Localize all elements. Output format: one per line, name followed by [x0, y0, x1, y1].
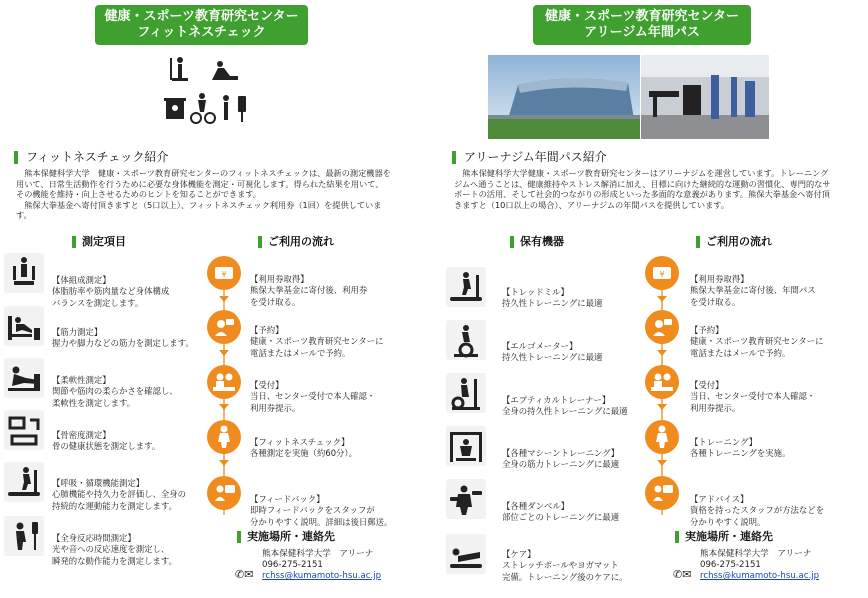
flow-head: 【トレーニング】	[690, 436, 758, 447]
flow-arrow	[219, 460, 229, 466]
flow-body: 熊保大拳基金に寄付後、年間パス を受け取る。	[690, 285, 816, 307]
flow-head: 【アドバイス】	[690, 493, 749, 504]
flow-body: 当日、センター受付で本人確認・ 利用券提示。	[250, 391, 376, 413]
fitness-check-icon	[207, 420, 241, 454]
elliptical-icon	[446, 373, 486, 413]
left-item-4	[52, 418, 222, 453]
reservation-icon	[207, 310, 241, 344]
right-intro-title: アリーナジム年間パス紹介	[452, 151, 607, 164]
item-body: 全身の筋力トレーニングに最適	[502, 459, 620, 469]
item-head: 【各種マシーントレーニング】	[502, 447, 620, 458]
phone-mail-icon: ✆✉	[673, 568, 692, 581]
right-item-2	[502, 329, 662, 364]
left-flow-1	[250, 262, 410, 308]
item-head: 【ケア】	[502, 548, 536, 559]
svg-text:¥: ¥	[221, 270, 227, 279]
item-head: 【筋力測定】	[52, 326, 103, 337]
leg-press-icon	[4, 306, 44, 346]
contact-phone: 096-275-2151	[262, 560, 323, 570]
flow-arrow	[219, 350, 229, 356]
advice-icon	[645, 476, 679, 510]
left-contact-title: 実施場所・連絡先	[237, 531, 335, 543]
item-body: 持久性トレーニングに最適	[502, 298, 603, 308]
left-flow-2	[250, 313, 415, 359]
item-body: 全身の持久性トレーニングに最適	[502, 406, 628, 416]
flow-arrow	[657, 350, 667, 356]
flow-head: 【利用券取得】	[250, 273, 309, 284]
item-body: 光や音への反応速度を測定し、 瞬発的な動作能力を測定します。	[52, 544, 177, 566]
right-item-5	[502, 489, 662, 524]
flow-head: 【予約】	[690, 324, 724, 335]
reception-icon	[207, 365, 241, 399]
sit-and-reach-icon	[4, 358, 44, 398]
left-intro-title: フィットネスチェック紹介	[14, 151, 168, 164]
bone-density-icon	[4, 410, 44, 450]
left-contact	[262, 549, 381, 582]
left-item-5	[52, 466, 227, 512]
left-intro-text: 熊本保健科学大学 健康・スポーツ教育研究センターのフィットネスチェックは、最新の測定機器を用いて、日常生活動作を行うために必要な身体機能を測定・可視化します。得られた結果を用いて、その機能を維持・向上させるためのヒントを知ることができます。 熊保大拳基金へ寄付頂きますと（5口以上）、フィットネスチェック利用券（1回）を提供しています。	[16, 168, 391, 221]
right-items-title: 保有機器	[510, 236, 564, 248]
reservation-icon	[645, 310, 679, 344]
flow-arrow	[219, 404, 229, 410]
left-items-title: 測定項目	[72, 236, 126, 248]
flow-arrow	[219, 296, 229, 302]
arena-building-photo	[488, 55, 640, 139]
flow-head: 【フィットネスチェック】	[250, 436, 350, 447]
left-flow-4	[250, 425, 415, 460]
right-item-3	[502, 383, 662, 418]
right-flow-title: ご利用の流れ	[696, 236, 772, 248]
right-contact	[700, 549, 819, 582]
fitness-check-illustration	[160, 52, 250, 134]
flow-body: 即時フィードバックをスタッフが 分かりやすく説明。詳細は後日郵送。	[250, 505, 393, 527]
flow-body: 健康・スポーツ教育研究センターに 電話またはメールで予約。	[250, 336, 384, 358]
treadmill-icon	[4, 462, 44, 502]
flow-head: 【受付】	[690, 379, 724, 390]
right-flow-1	[690, 262, 855, 308]
item-body: 心肺機能や持久力を評価し、全身の 持続的な運動能力を測定します。	[52, 489, 186, 511]
reception-icon	[645, 365, 679, 399]
ticket-icon	[645, 256, 679, 290]
right-flow-5	[690, 482, 860, 528]
right-banner	[533, 5, 751, 45]
right-item-6	[502, 537, 662, 583]
left-flow-3	[250, 368, 415, 414]
stretch-icon	[446, 534, 486, 574]
contact-email-link[interactable]: rchss@kumamoto-hsu.ac.jp	[262, 571, 382, 581]
item-head: 【呼吸・循環機能測定】	[52, 477, 145, 488]
left-item-3	[52, 363, 222, 409]
left-flow-5	[250, 482, 420, 528]
flow-head: 【利用券取得】	[690, 273, 749, 284]
flow-body: 各種測定を実施（約60分）。	[250, 448, 357, 458]
item-body: 部位ごとのトレーニングに最適	[502, 512, 620, 522]
right-flow-3	[690, 368, 855, 414]
item-head: 【トレッドミル】	[502, 286, 569, 297]
right-item-4	[502, 436, 662, 471]
standing-scale-icon	[4, 253, 44, 293]
svg-text:¥: ¥	[659, 270, 665, 279]
dumbbell-icon	[446, 479, 486, 519]
flow-body: 熊保大拳基金に寄付後、利用券 を受け取る。	[250, 285, 368, 307]
feedback-icon	[207, 476, 241, 510]
left-banner	[95, 5, 308, 45]
item-head: 【体組成測定】	[52, 274, 111, 285]
item-body: 関節や筋肉の柔らかさを確認し、 柔軟性を測定します。	[52, 386, 178, 408]
flow-body: 各種トレーニングを実施。	[690, 448, 791, 458]
phone-mail-icon: ✆✉	[235, 568, 254, 581]
item-body: ストレッチポールやヨガマット 完備。トレーニング後のケアに。	[502, 560, 628, 582]
right-banner-line1: 健康・スポーツ教育研究センター	[545, 9, 739, 24]
left-item-6	[52, 521, 227, 567]
flow-body: 資格を持ったスタッフが方法などを 分かりやすく説明。	[690, 505, 824, 527]
contact-place: 熊本保健科学大学 アリーナ	[700, 549, 812, 559]
item-body: 骨の健康状態を測定します。	[52, 441, 161, 451]
flow-arrow	[657, 296, 667, 302]
right-item-1	[502, 275, 662, 310]
item-body: 持久性トレーニングに最適	[502, 352, 603, 362]
right-flow-2	[690, 313, 860, 359]
flow-arrow	[657, 460, 667, 466]
flow-head: 【フィードバック】	[250, 493, 325, 504]
training-icon	[645, 420, 679, 454]
flow-body: 健康・スポーツ教育研究センターに 電話またはメールで予約。	[690, 336, 824, 358]
item-head: 【エルゴメーター】	[502, 340, 578, 351]
left-item-1	[52, 263, 222, 309]
flow-head: 【受付】	[250, 379, 284, 390]
flow-arrow	[657, 404, 667, 410]
item-body: 握力や脚力などの筋力を測定します。	[52, 338, 194, 348]
contact-place: 熊本保健科学大学 アリーナ	[262, 549, 374, 559]
item-head: 【エプティカルトレーナー】	[502, 394, 611, 405]
left-item-2	[52, 315, 222, 350]
flow-head: 【予約】	[250, 324, 284, 335]
item-head: 【柔軟性測定】	[52, 374, 111, 385]
gym-interior-photo	[641, 55, 769, 139]
left-flow-title: ご利用の流れ	[258, 236, 334, 248]
item-head: 【骨密度測定】	[52, 429, 111, 440]
left-banner-line2: フィットネスチェック	[137, 25, 266, 40]
machine-icon	[446, 426, 486, 466]
item-body: 体脂肪率や筋肉量など身体構成 バランスを測定します。	[52, 286, 170, 308]
item-head: 【各種ダンベル】	[502, 500, 570, 511]
right-contact-title: 実施場所・連絡先	[675, 531, 773, 543]
flow-body: 当日、センター受付で本人確認・ 利用券提示。	[690, 391, 816, 413]
contact-phone: 096-275-2151	[700, 560, 761, 570]
right-banner-line2: アリージム年間パス	[584, 25, 700, 40]
left-banner-line1: 健康・スポーツ教育研究センター	[104, 9, 299, 24]
ticket-icon	[207, 256, 241, 290]
exercise-bike-icon	[446, 320, 486, 360]
reaction-icon	[4, 516, 44, 556]
contact-email-link[interactable]: rchss@kumamoto-hsu.ac.jp	[700, 571, 820, 581]
right-flow-4	[690, 425, 855, 460]
item-head: 【全身反応時間測定】	[52, 532, 136, 543]
right-intro-text: 熊本保健科学大学健康・スポーツ教育研究センターはアリーナジムを運営しています。トレーニングジムへ通うことは、健康維持やストレス解消に加え、目標に向けた継続的な運動の習慣化、専門的なサポートの活用、そして社会的つながりの形成といった多面的な意義があります。熊保大拳基金へ寄付頂きますと（10口以上の場合）、アリーナジムの年間パスを提供しています。	[454, 168, 831, 210]
treadmill-icon	[446, 267, 486, 307]
